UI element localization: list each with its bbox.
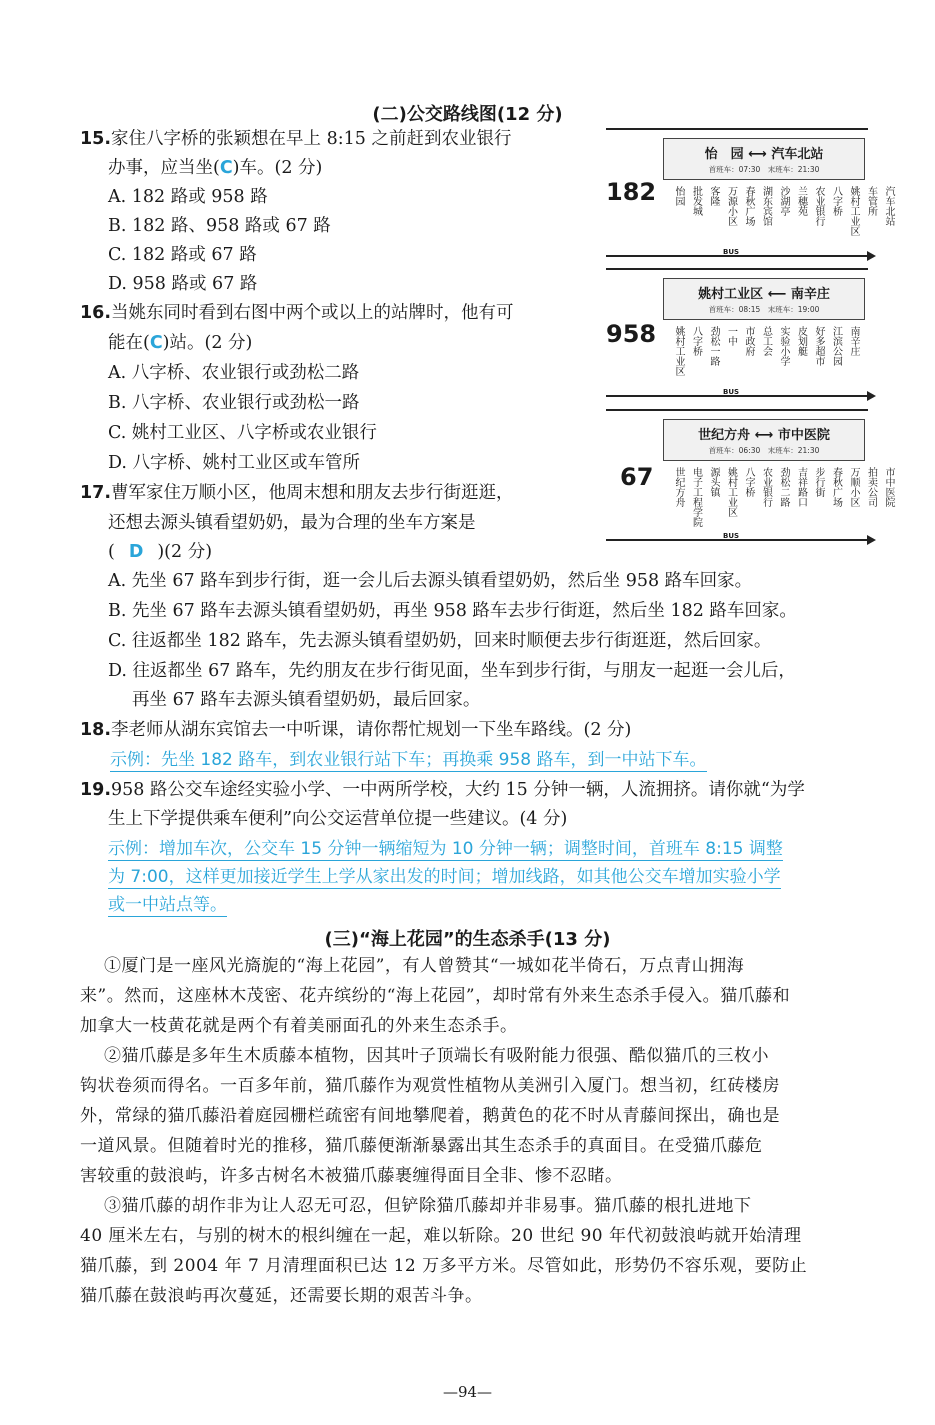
stop: 农业银行: [813, 186, 824, 226]
stop: 车管所: [865, 186, 877, 216]
bus-number-182: 182: [606, 178, 657, 206]
stop: 劲松二路: [778, 467, 789, 507]
stop: 湖东宾馆: [760, 186, 772, 226]
answer-18: 示例：先坐 182 路车，到农业银行站下车；再换乘 958 路车，到一中站下车。: [110, 750, 707, 770]
bus-number-67: 67: [620, 463, 654, 491]
stop: 姚村工业区: [673, 326, 684, 376]
rail-bottom: [606, 532, 868, 541]
bus-route-182: 怡 园 ⟷ 汽车北站: [704, 147, 824, 162]
first-bus-time: 首班车：07:30: [708, 165, 761, 174]
bus-times-182: [664, 164, 864, 175]
question-15: [80, 128, 511, 150]
option-15-c: C. 182 路或 67 路: [108, 245, 257, 265]
stop: 客隆: [708, 186, 719, 206]
question-15-stem-a: 办事，应当坐(: [108, 158, 220, 178]
stop: 总工会: [760, 326, 772, 356]
question-16-stem-a: 能在(: [108, 333, 150, 353]
stop: 八字桥: [690, 326, 702, 356]
option-17-d: D. 往返都坐 67 路车，先约朋友在步行街见面，坐车到步行街，与朋友一起逛一会儿后，: [108, 661, 796, 681]
question-15-line2: [108, 157, 322, 179]
bus-number-958: 958: [606, 320, 657, 348]
bus-panel-182: [606, 128, 894, 262]
question-17-line2: 还想去源头镇看望奶奶，最为合理的坐车方案是: [108, 513, 476, 533]
stop: 农业银行: [760, 467, 772, 507]
stop: 沙湖亭: [778, 186, 789, 216]
option-15-b: B. 182 路、958 路或 67 路: [108, 216, 331, 236]
paragraph-2-line5: 害较重的鼓浪屿，许多古树名木被猫爪藤裹缠得面目全非、惨不忍睹。: [80, 1166, 623, 1186]
question-17-stem-a: (: [108, 542, 115, 562]
paragraph-3-line3: 猫爪藤，到 2004 年 7 月清理面积已达 12 万多平方米。尽管如此，形势仍不容乐观，要防止: [80, 1256, 808, 1276]
paragraph-1-line2: 来”。然而，这座林木茂密、花卉缤纷的“海上花园”，却时常有外来生态杀手侵入。猫爪藤和: [80, 986, 791, 1006]
question-15-line1: 家住八字桥的张颖想在早上 8:15 之前赶到农业银行: [111, 129, 512, 149]
route-to: 南辛庄: [790, 287, 830, 302]
paragraph-2-line4: 一道风景。但随着时光的推移，猫爪藤便渐渐暴露出其生态杀手的真面目。在受猫爪藤危: [80, 1136, 763, 1156]
question-17-stem-b: )(2 分): [157, 542, 213, 562]
stop: 一中: [725, 326, 737, 346]
first-bus-time: 首班车：06:30: [708, 446, 761, 455]
paragraph-3-line2: 40 厘米左右，与别的树木的根纠缠在一起，难以斩除。20 世纪 90 年代初鼓浪屿就开始清理: [80, 1226, 802, 1246]
section-title-bus-route: (二)公交路线图(12 分): [372, 104, 563, 125]
bus-stops-958: [672, 326, 860, 376]
bus-panel-958: [606, 268, 876, 402]
option-15-a: A. 182 路或 958 路: [108, 187, 268, 207]
bus-route-67: 世纪方舟 ⟷ 市中医院: [698, 428, 830, 443]
question-15-answer: C: [219, 158, 233, 178]
question-19-line1: 958 路公交车途经实验小学、一中两所学校，大约 15 分钟一辆，人流拥挤。请你就“为学: [111, 780, 805, 800]
arrow-right-icon: [867, 251, 876, 261]
stop: 八字桥: [830, 186, 842, 216]
rail-top: [606, 268, 868, 270]
question-19-line2: 生上下学提供乘车便利”向公交运营单位提一些建议。(4 分): [108, 809, 568, 829]
stop: 万源小区: [725, 186, 737, 226]
question-number: 17.: [80, 483, 112, 503]
option-17-b: B. 先坐 67 路车去源头镇看望奶奶，再坐 958 路车去步行街逛，然后坐 182 路车回家。: [108, 601, 797, 621]
option-17-d-cont: 再坐 67 路车去源头镇看望奶奶，最后回家。: [132, 690, 481, 710]
stop: 批发城: [690, 186, 702, 216]
stop: 吉祥路口: [795, 467, 807, 507]
last-bus-time: 末班车：19:00: [767, 305, 820, 314]
bus-sign-958: [663, 278, 865, 320]
option-16-d: D. 八字桥、姚村工业区或车管所: [108, 453, 361, 473]
option-17-a: A. 先坐 67 路车到步行街，逛一会儿后去源头镇看望奶奶，然后坐 958 路车回家。: [108, 571, 753, 591]
stop: 拍卖公司: [865, 467, 877, 507]
question-15-stem-b: )车。(2 分): [232, 158, 323, 178]
paragraph-1-line3: 加拿大一枝黄花就是两个有着美丽面孔的外来生态杀手。: [80, 1016, 518, 1036]
question-17-line1: 曹军家住万顺小区，他周末想和朋友去步行街逛逛，: [111, 483, 514, 503]
bus-sign-67: [663, 419, 865, 461]
stop: 春秋广场: [743, 186, 754, 226]
stop: 怡园: [673, 186, 684, 206]
stop: 南辛庄: [848, 326, 859, 356]
rail-top: [606, 128, 868, 130]
question-17-answer: D: [128, 542, 144, 562]
stop: 皮划艇: [795, 326, 807, 356]
question-number: 15.: [80, 129, 112, 149]
option-15-d: D. 958 路或 67 路: [108, 274, 258, 294]
answer-19-line3: 或一中站点等。: [108, 895, 227, 915]
question-16-answer: C: [149, 333, 163, 353]
answer-19-line1: 示例：增加车次，公交车 15 分钟一辆缩短为 10 分钟一辆；调整时间，首班车 8:15 调整: [108, 839, 783, 859]
question-16: [80, 302, 514, 324]
bus-label: BUS: [723, 532, 740, 540]
bus-stops-182: [672, 186, 895, 236]
question-number: 19.: [80, 780, 112, 800]
option-16-b: B. 八字桥、农业银行或劲松一路: [108, 393, 360, 413]
answer-19-line2: 为 7:00，这样更加接近学生上学从家出发的时间；增加线路，如其他公交车增加实验小学: [108, 867, 781, 887]
paragraph-1-line1: ①厦门是一座风光旖旎的“海上花园”，有人曾赞其“一城如花半倚石，万点青山拥海: [104, 956, 745, 976]
stop: 世纪方舟: [673, 467, 684, 507]
stop: 春秋广场: [830, 467, 842, 507]
bus-route-958: 姚村工业区 ⟵ 南辛庄: [698, 287, 830, 302]
page-number: —94—: [442, 1383, 493, 1401]
route-from: 世纪方舟: [698, 428, 751, 443]
rail-bottom: [606, 248, 868, 257]
rail-top: [606, 409, 868, 411]
arrow-right-icon: [867, 391, 876, 401]
stop: 姚村工业区: [848, 186, 859, 236]
bus-label: BUS: [723, 248, 740, 256]
stop: 步行街: [813, 467, 824, 497]
stop: 汽车北站: [883, 186, 894, 226]
stop: 八字桥: [743, 467, 754, 497]
route-to: 市中医院: [777, 428, 830, 443]
question-16-line2: [108, 332, 252, 354]
question-19: [80, 779, 805, 801]
first-bus-time: 首班车：08:15: [708, 305, 761, 314]
section-title-ecology: (三)“海上花园”的生态杀手(13 分): [324, 929, 611, 950]
paragraph-2-line3: 外，常绿的猫爪藤沿着庭园栅栏疏密有间地攀爬着，鹅黄色的花不时从青藤间探出，确也是: [80, 1106, 780, 1126]
stop: 电子工程学院: [690, 467, 702, 527]
route-to: 汽车北站: [771, 147, 824, 162]
question-18: [80, 719, 631, 741]
paragraph-3-line1: ③猫爪藤的胡作非为让人忍无可忍，但铲除猫爪藤却并非易事。猫爪藤的根扎进地下: [104, 1196, 752, 1216]
stop: 万顺小区: [848, 467, 859, 507]
stop: 江滨公园: [830, 326, 842, 366]
paragraph-2-line1: ②猫爪藤是多年生木质藤本植物，因其叶子顶端长有吸附能力很强、酷似猫爪的三枚小: [104, 1046, 769, 1066]
question-number: 18.: [80, 720, 112, 740]
question-16-line1: 当姚东同时看到右图中两个或以上的站牌时，他有可: [111, 303, 514, 323]
stop: 市中医院: [883, 467, 894, 507]
rail-bottom: [606, 388, 868, 397]
last-bus-time: 末班车：21:30: [767, 165, 820, 174]
bus-sign-182: [663, 138, 865, 180]
bus-times-67: [664, 445, 864, 456]
route-from: 姚村工业区: [698, 287, 764, 302]
bus-stops-67: [672, 467, 895, 527]
stop: 好多超市: [813, 326, 824, 366]
stop: 姚村工业区: [725, 467, 737, 517]
option-16-c: C. 姚村工业区、八字桥或农业银行: [108, 423, 377, 443]
last-bus-time: 末班车：21:30: [767, 446, 820, 455]
option-16-a: A. 八字桥、农业银行或劲松二路: [108, 363, 360, 383]
question-17-line3: [108, 541, 212, 563]
bus-panel-67: [606, 409, 894, 549]
stop: 市政府: [743, 326, 754, 356]
arrow-right-icon: [867, 535, 876, 545]
bus-times-958: [664, 304, 864, 315]
question-16-stem-b: )站。(2 分): [162, 333, 253, 353]
stop: 兰穗苑: [795, 186, 807, 216]
question-number: 16.: [80, 303, 112, 323]
stop: 劲松一路: [708, 326, 719, 366]
stop: 源头镇: [708, 467, 719, 497]
paragraph-2-line2: 钩状卷须而得名。一百多年前，猫爪藤作为观赏性植物从美洲引入厦门。想当初，红砖楼房: [80, 1076, 780, 1096]
bus-label: BUS: [723, 388, 740, 396]
question-17: [80, 482, 514, 504]
option-17-c: C. 往返都坐 182 路车，先去源头镇看望奶奶，回来时顺便去步行街逛逛，然后回家。: [108, 631, 772, 651]
route-from: 怡 园: [704, 147, 744, 162]
paragraph-3-line4: 猫爪藤在鼓浪屿再次蔓延，还需要长期的艰苦斗争。: [80, 1286, 483, 1306]
stop: 实验小学: [778, 326, 789, 366]
question-18-text: 李老师从湖东宾馆去一中听课，请你帮忙规划一下坐车路线。(2 分): [111, 720, 632, 740]
